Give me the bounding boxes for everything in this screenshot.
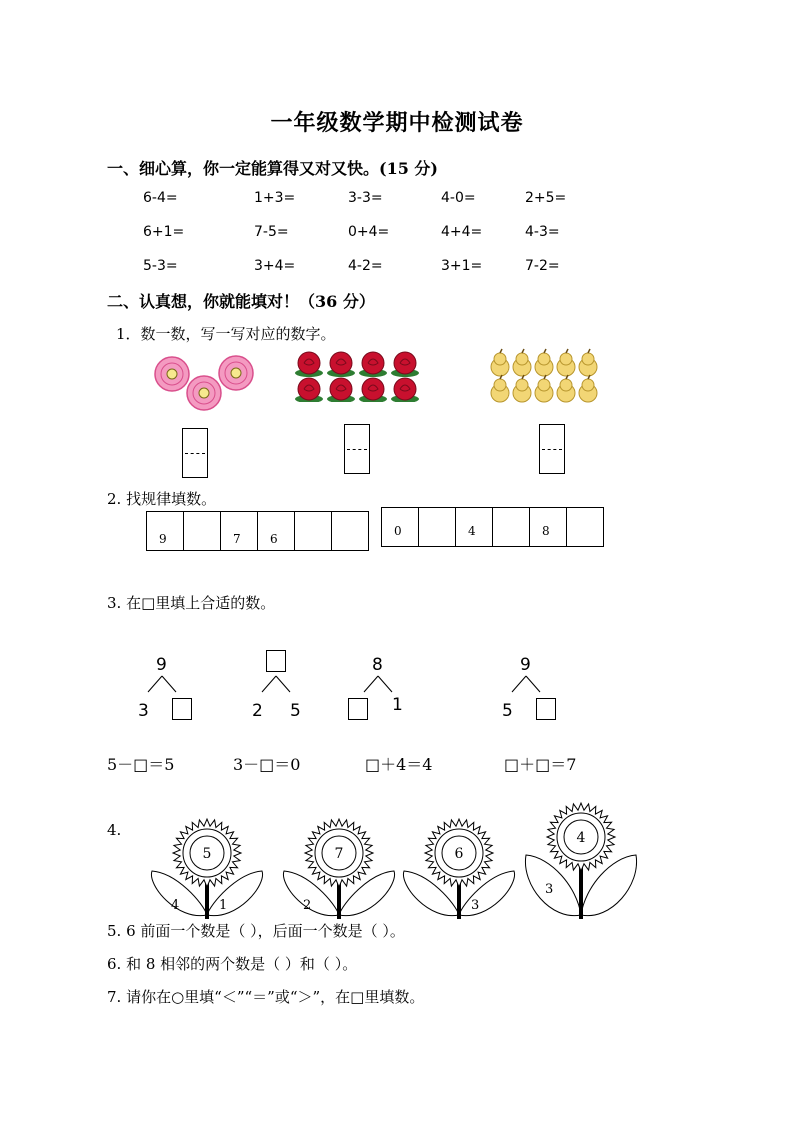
sequence-2 [381, 507, 604, 547]
calc-expression: 3-3= [348, 190, 383, 206]
q3-prompt: 3. 在□里填上合适的数。 [107, 594, 276, 612]
sequence-cell[interactable] [567, 508, 603, 546]
bond-number: 3 [138, 701, 149, 721]
q6-text: 6. 和 8 相邻的两个数是（ ）和（ ）。 [107, 955, 358, 973]
pink-flower-icon [155, 357, 189, 391]
sequence-value: 0 [394, 524, 402, 538]
sequence-cell[interactable] [295, 512, 332, 550]
sequence-cell [382, 508, 419, 546]
pink-flower-icon [219, 356, 253, 390]
calc-expression: 7-5= [254, 224, 289, 240]
pear-icon [491, 349, 509, 376]
section2-heading: 二、认真想，你就能填对！（36 分） [107, 292, 375, 311]
sunflower-icon [283, 819, 394, 919]
fill-equation[interactable]: □＋4＝4 [365, 755, 433, 774]
calc-expression: 7-2= [525, 258, 560, 274]
sunflower-icon [151, 819, 262, 919]
calc-expression: 3+4= [254, 258, 296, 274]
rose-icon [327, 378, 355, 402]
bond-number: 1 [392, 695, 403, 715]
bond-number: 9 [520, 655, 531, 675]
rose-icon [295, 352, 323, 377]
fill-equation[interactable]: 3－□＝0 [233, 755, 301, 774]
sunflower-center-number: 5 [202, 846, 212, 862]
bond-answer-box[interactable] [172, 698, 192, 720]
calc-expression: 4-0= [441, 190, 476, 206]
sunflower-icon [525, 803, 636, 919]
q5-text: 5. 6 前面一个数是（ ），后面一个数是（ ）。 [107, 922, 405, 940]
bond-number: 8 [372, 655, 383, 675]
bond-number: 5 [290, 701, 301, 721]
sequence-value: 7 [233, 532, 241, 546]
page-title: 一年级数学期中检测试卷 [270, 110, 524, 136]
sequence-value: 8 [542, 524, 550, 538]
left-leaf-number: 2 [303, 898, 312, 913]
rose-icon [359, 378, 387, 402]
fill-equation[interactable]: 5－□＝5 [107, 755, 175, 774]
sequence-cell [456, 508, 493, 546]
answer-box-flowers[interactable] [182, 428, 208, 478]
sunflower-center-number: 6 [454, 846, 464, 862]
bond-lines [258, 674, 298, 696]
pears-group [488, 348, 600, 404]
bond-answer-box[interactable] [536, 698, 556, 720]
bond-number: 2 [252, 701, 263, 721]
sequence-value: 6 [270, 532, 278, 546]
calc-expression: 2+5= [525, 190, 567, 206]
rose-icon [359, 352, 387, 377]
sequence-cell [221, 512, 258, 550]
pear-icon [491, 375, 509, 402]
bond-number: 5 [502, 701, 513, 721]
left-leaf-number: 4 [171, 898, 180, 913]
rose-icon [391, 352, 419, 377]
calc-expression: 4-3= [525, 224, 560, 240]
q4-prompt: 4. [107, 821, 122, 839]
section1-heading: 一、细心算，你一定能算得又对又快。(15 分) [107, 159, 438, 178]
left-leaf-number: 3 [545, 882, 554, 897]
calc-expression: 6+1= [143, 224, 185, 240]
sequence-cell [258, 512, 295, 550]
bond-lines [144, 674, 184, 696]
sequence-cell[interactable] [184, 512, 221, 550]
bond-lines [360, 674, 400, 696]
right-leaf-number: 3 [471, 898, 480, 913]
pear-icon [513, 349, 531, 376]
calc-expression: 0+4= [348, 224, 390, 240]
sequence-cell[interactable] [419, 508, 456, 546]
calc-expression: 1+3= [254, 190, 296, 206]
sunflower-center-number: 4 [576, 830, 586, 846]
sequence-cell [147, 512, 184, 550]
q2-prompt: 2. 找规律填数。 [107, 490, 217, 508]
calc-expression: 6-4= [143, 190, 178, 206]
pear-icon [579, 375, 597, 402]
answer-box-roses[interactable] [344, 424, 370, 474]
sequence-1 [146, 511, 369, 551]
pink-flower-icon [187, 376, 221, 410]
sequence-cell[interactable] [493, 508, 530, 546]
fill-equation[interactable]: □＋□＝7 [504, 755, 577, 774]
pear-icon [535, 375, 553, 402]
q1-prompt: 1．数一数，写一写对应的数字。 [116, 325, 336, 343]
q7-text: 7. 请你在○里填“＜”“＝”或“＞”，在□里填数。 [107, 988, 425, 1006]
sequence-value: 4 [468, 524, 476, 538]
pear-icon [513, 375, 531, 402]
right-leaf-number: 1 [219, 898, 228, 913]
pink-flowers-group [150, 352, 260, 414]
pear-icon [557, 349, 575, 376]
calc-expression: 5-3= [143, 258, 178, 274]
rose-icon [391, 378, 419, 402]
bond-number: 9 [156, 655, 167, 675]
calc-expression: 3+1= [441, 258, 483, 274]
rose-icon [327, 352, 355, 377]
sunflower-icon [403, 819, 514, 919]
calc-expression: 4-2= [348, 258, 383, 274]
rose-icon [295, 378, 323, 402]
bond-answer-box[interactable] [348, 698, 368, 720]
pear-icon [535, 349, 553, 376]
bond-lines [508, 674, 548, 696]
sequence-value: 9 [159, 532, 167, 546]
pear-icon [579, 349, 597, 376]
bond-answer-box[interactable] [266, 650, 286, 672]
sunflowers-group [145, 795, 645, 925]
sunflower-center-number: 7 [334, 846, 344, 862]
sequence-cell[interactable] [332, 512, 368, 550]
sequence-cell [530, 508, 567, 546]
answer-box-pears[interactable] [539, 424, 565, 474]
roses-group [293, 350, 423, 402]
pear-icon [557, 375, 575, 402]
calc-expression: 4+4= [441, 224, 483, 240]
